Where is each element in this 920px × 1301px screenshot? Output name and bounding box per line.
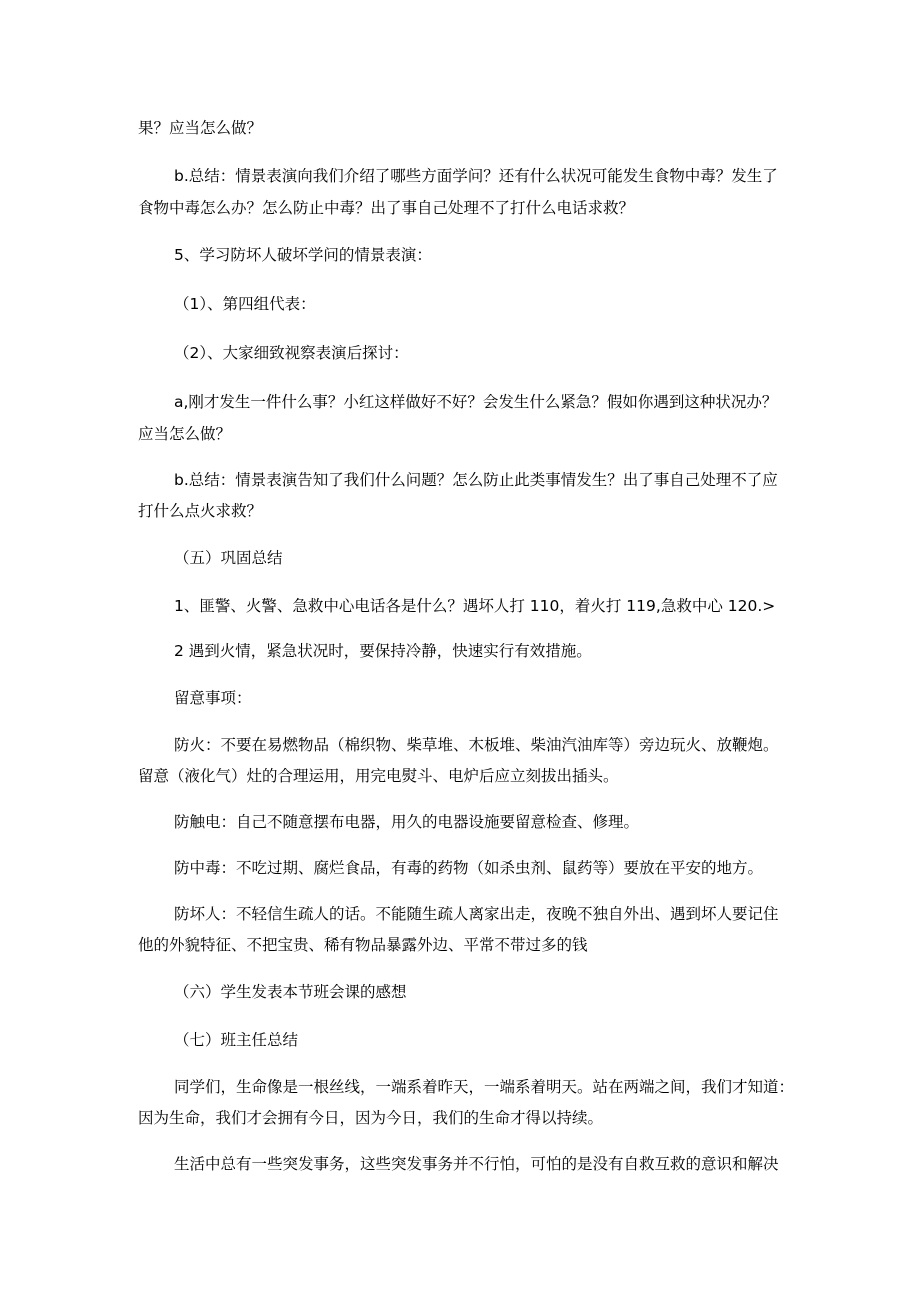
text-line: （1）、第四组代表： xyxy=(174,295,316,313)
paragraph-fire-prevention xyxy=(174,735,779,755)
text-line: （七）班主任总结 xyxy=(174,1031,299,1049)
paragraph-strangers-cont xyxy=(138,935,588,955)
paragraph-teacher-summary xyxy=(174,1077,794,1097)
text-line: 留意事项： xyxy=(174,689,252,707)
paragraph-summary-b xyxy=(174,470,778,490)
text-line: 果？应当怎么做？ xyxy=(138,119,263,137)
text-line: 打什么点火求救？ xyxy=(138,502,263,520)
heading-section-five xyxy=(174,548,283,568)
paragraph-food-poisoning-summary xyxy=(174,166,778,186)
text-line: 同学们，生命像是一根丝线，一端系着昨天，一端系着明天。站在两端之间，我们才知道： xyxy=(174,1078,795,1096)
heading-section-seven xyxy=(174,1030,298,1050)
paragraph-continuation xyxy=(138,118,262,138)
text-line: a,刚才发生一件什么事？小红这样做好不好？会发生什么紧急？假如你遇到这种状况办？ xyxy=(174,393,778,411)
paragraph-stay-calm xyxy=(174,641,592,661)
paragraph-emergency-numbers xyxy=(174,596,775,616)
text-line: 食物中毒怎么办？怎么防止中毒？出了事自己处理不了打什么电话求救？ xyxy=(138,199,635,217)
heading-section-six xyxy=(174,982,407,1002)
paragraph-strangers xyxy=(174,904,779,924)
paragraph-group-four xyxy=(174,294,316,314)
text-line: 生活中总有一些突发事务，这些突发事务并不行怕，可怕的是没有自救互救的意识和解决 xyxy=(174,1155,779,1173)
text-line: （2）、大家细致视察表演后探讨： xyxy=(174,344,409,362)
paragraph-discussion xyxy=(174,343,409,363)
text-line: 防坏人：不轻信生疏人的话。不能随生疏人离家出走，夜晚不独自外出、遇到坏人要记住 xyxy=(174,905,779,923)
text-line: 2 遇到火情，紧急状况时，要保持冷静，快速实行有效措施。 xyxy=(174,642,592,660)
text-line: 防火：不要在易燃物品（棉织物、柴草堆、木板堆、柴油汽油库等）旁边玩火、放鞭炮。 xyxy=(174,736,779,754)
text-line: 5、学习防坏人破坏学问的情景表演： xyxy=(174,246,432,264)
text-line: （六）学生发表本节班会课的感想 xyxy=(174,983,407,1001)
text-line: b.总结：情景表演告知了我们什么问题？怎么防止此类事情发生？出了事自己处理不了应 xyxy=(174,471,778,489)
heading-notes xyxy=(174,688,252,708)
text-line: 应当怎么做？ xyxy=(138,425,232,443)
text-line: 因为生命，我们才会拥有今日，因为今日，我们的生命才得以持续。 xyxy=(138,1109,604,1127)
text-line: b.总结：情景表演向我们介绍了哪些方面学问？还有什么状况可能发生食物中毒？发生了 xyxy=(174,167,778,185)
text-line: （五）巩固总结 xyxy=(174,549,283,567)
paragraph-electric-shock xyxy=(174,812,639,832)
paragraph-section-5 xyxy=(174,245,432,265)
paragraph-teacher-summary-cont xyxy=(138,1108,603,1128)
text-line: 1、匪警、火警、急救中心电话各是什么？遇坏人打 110，着火打 119,急救中心 120.> xyxy=(174,597,776,615)
paragraph-emergencies xyxy=(174,1154,779,1174)
text-line: 防触电：自己不随意摆布电器，用久的电器设施要留意检查、修理。 xyxy=(174,813,640,831)
paragraph-food-poisoning-summary-cont xyxy=(138,198,634,218)
paragraph-summary-b-cont xyxy=(138,501,262,521)
text-line: 防中毒：不吃过期、腐烂食品，有毒的药物（如杀虫剂、鼠药等）要放在平安的地方。 xyxy=(174,859,764,877)
paragraph-poisoning xyxy=(174,858,763,878)
paragraph-fire-prevention-cont xyxy=(138,766,619,786)
text-line: 留意（液化气）灶的合理运用，用完电熨斗、电炉后应立刻拔出插头。 xyxy=(138,767,619,785)
paragraph-question-a xyxy=(174,392,777,412)
text-line: 他的外貌特征、不把宝贵、稀有物品暴露外边、平常不带过多的钱 xyxy=(138,936,588,954)
paragraph-question-a-cont xyxy=(138,424,231,444)
